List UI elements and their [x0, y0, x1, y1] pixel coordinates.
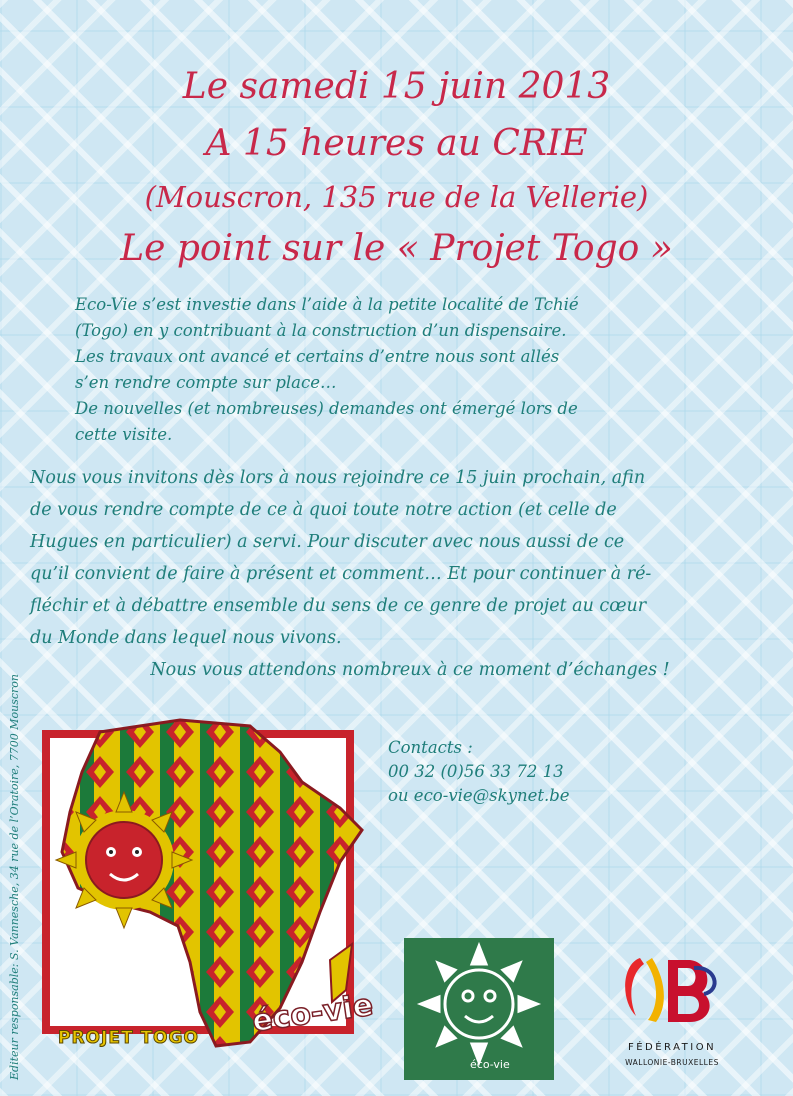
event-address: (Mouscron, 135 rue de la Vellerie) [144, 180, 649, 214]
intro-paragraph [75, 292, 735, 448]
intro-line: s’en rendre compte sur place… [75, 373, 337, 392]
contacts-phone[interactable]: 00 32 (0)56 33 72 13 [388, 762, 564, 781]
ecovie-sun-logo-text: éco-vie [470, 1058, 510, 1071]
invitation-line: du Monde dans lequel nous vivons. [30, 628, 342, 648]
fwb-logo-icon [606, 950, 736, 1030]
event-date: Le samedi 15 juin 2013 [182, 66, 611, 107]
invitation-line: de vous rendre compte de ce à quoi toute notre action (et celle de [30, 500, 617, 520]
fwb-name: FÉDÉRATION [627, 1042, 717, 1053]
intro-line: (Togo) en y contribuant à la construction d’un dispensaire. [75, 321, 567, 340]
event-title: Le point sur le « Projet Togo » [120, 228, 673, 269]
intro-line: De nouvelles (et nombreuses) demandes ont émergé lors de [75, 399, 578, 418]
invitation-line: Hugues en particulier) a servi. Pour discuter avec nous aussi de ce [30, 532, 625, 552]
contacts-heading: Contacts : [388, 738, 473, 757]
fwb-subtitle: WALLONIE-BRUXELLES [625, 1058, 719, 1067]
togo-logo-ecovie-text: éco-vie [250, 987, 376, 1040]
invitation-line: Nous vous invitons dès lors à nous rejoindre ce 15 juin prochain, afin [30, 468, 646, 488]
invitation-line: qu’il convient de faire à présent et comment… Et pour continuer à ré- [30, 564, 652, 584]
intro-line: Les travaux ont avancé et certains d’entre nous sont allés [75, 347, 560, 366]
contacts-block [388, 736, 570, 808]
contacts-email[interactable]: ou eco-vie@skynet.be [388, 786, 570, 805]
intro-line: Eco-Vie s’est investie dans l’aide à la petite localité de Tchié [75, 295, 579, 314]
editor-responsible: Editeur responsable: S. Vannesche, 34 rue de l’Oratoire, 7700 Mouscron [8, 674, 21, 1080]
event-time-place: A 15 heures au CRIE [205, 123, 588, 164]
togo-logo-project-text: PROJET TOGO [58, 1028, 199, 1048]
invitation-line: fléchir et à débattre ensemble du sens de ce genre de projet au cœur [30, 596, 647, 616]
invitation-paragraph [30, 462, 770, 686]
closing-line: Nous vous attendons nombreux à ce moment d’échanges ! [150, 660, 670, 680]
intro-line: cette visite. [75, 425, 173, 444]
